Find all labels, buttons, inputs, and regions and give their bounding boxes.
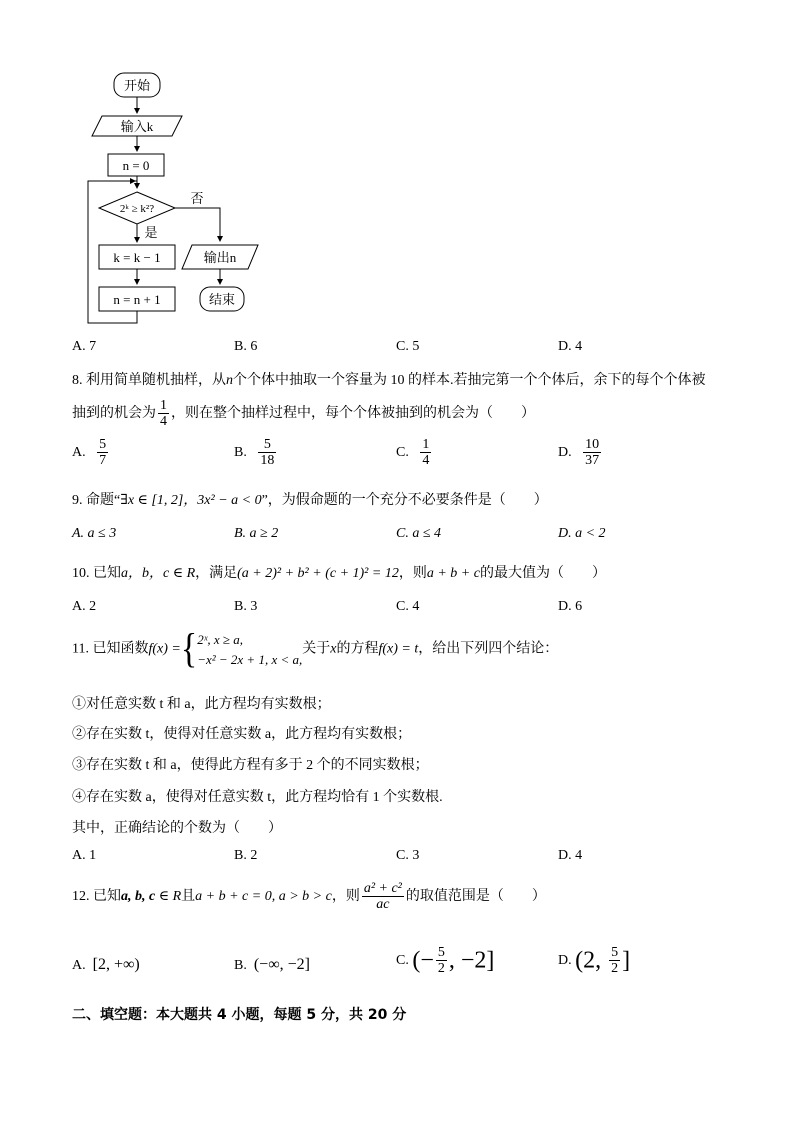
q8-var-n: n xyxy=(226,373,233,388)
q12-option-c: C. (− $\frac{5}{2}$ , −2] xyxy=(396,945,495,977)
q11-case1: 2ˣ, x ≥ a, xyxy=(197,632,244,647)
q8-option-a: A. $\frac{5}{7}$ xyxy=(72,437,107,469)
q8-line2 xyxy=(72,398,535,430)
q12-frac-num: a² + c² xyxy=(363,881,402,896)
q8-frac-den: 4 xyxy=(160,414,167,430)
q11-case2: −x² − 2x + 1, x < a, xyxy=(197,651,303,667)
q8-text-b: 个个体中抽取一个容量为 10 的样本.若抽完第一个个体后，余下的每个个体被 xyxy=(233,373,706,388)
q7-option-a: A. 7 xyxy=(72,339,97,354)
q12-cond: a + b + c = 0, a > b > c xyxy=(195,889,332,905)
q11-stem xyxy=(72,626,559,672)
q12-fraction xyxy=(362,881,404,913)
q8-option-b: B. $\frac{5}{18}$ xyxy=(234,437,275,469)
q12-vars: a, b, c xyxy=(121,889,156,905)
q11-option-b: B. 2 xyxy=(234,848,258,863)
q10-stem xyxy=(72,562,606,582)
q12-option-d: D. (2, $\frac{5}{2}$ ] xyxy=(558,945,631,977)
q10-text-b: ，满足 xyxy=(195,566,238,581)
flowchart-start-label: 开始 xyxy=(123,78,151,93)
q8-line2-text-b: ，则在整个抽样过程中，每个个体被抽到的机会为（ ） xyxy=(171,406,535,422)
q11-brace-icon: { xyxy=(180,626,198,672)
q9-text: 9. 命题“ xyxy=(72,493,121,508)
q8-text: 8. 利用简单随机抽样，从 xyxy=(72,373,226,388)
flowchart-yes-label: 是 xyxy=(144,225,158,240)
q12-option-b: B. (−∞, −2] xyxy=(234,956,310,973)
q12-in: ∈ xyxy=(155,889,173,905)
q9-math: ∃x ∈ [1, 2]，3x² − a < 0 xyxy=(120,493,262,508)
q7-option-b: B. 6 xyxy=(234,339,258,354)
q10-option-b: B. 3 xyxy=(234,599,258,614)
q10-text-d: 的最大值为（ ） xyxy=(479,566,606,581)
q9-option-c: C. a ≤ 4 xyxy=(396,526,442,541)
flowchart-output-label: 输出n xyxy=(203,250,237,265)
q11-item-3: ③存在实数 t 和 a，使得此方程有多于 2 个的不同实数根； xyxy=(72,758,429,773)
q12-option-a: A. [2, +∞) xyxy=(72,956,140,973)
flowchart-no-label: 否 xyxy=(190,191,204,206)
q9-stem xyxy=(72,489,548,509)
q7-option-d: D. 4 xyxy=(558,339,583,354)
q12-stem xyxy=(72,881,546,913)
q12-frac-den: ac xyxy=(376,897,390,913)
q12-text-d: 的取值范围是（ ） xyxy=(405,889,546,905)
q12-text: 12. 已知 xyxy=(72,889,121,905)
flowchart-step1-label: k = k − 1 xyxy=(113,250,161,265)
flowchart-end-label: 结束 xyxy=(208,292,236,307)
q11-fx: f(x) = xyxy=(148,641,181,657)
q11-text-b: 关于 xyxy=(302,641,331,657)
q12-text-b: 且 xyxy=(181,889,196,905)
q11-eq: f(x) = t xyxy=(378,641,419,657)
q12-text-c: ，则 xyxy=(331,889,360,905)
flowchart-step2-label: n = n + 1 xyxy=(113,292,161,307)
flowchart xyxy=(80,70,280,330)
q7-option-c: C. 5 xyxy=(396,339,420,354)
q10-option-a: A. 2 xyxy=(72,599,97,614)
q11-text-d: ，给出下列四个结论： xyxy=(418,641,559,657)
q9-option-d: D. a < 2 xyxy=(558,526,606,541)
q10-text-c: ，则 xyxy=(398,566,427,581)
q8-line2-text: 抽到的机会为 xyxy=(72,406,156,422)
q10-option-c: C. 4 xyxy=(396,599,420,614)
q10-expr: a + b + c xyxy=(426,566,480,581)
q8-option-c: C. $\frac{1}{4}$ xyxy=(396,437,430,469)
flowchart-init-label: n = 0 xyxy=(122,158,150,173)
flowchart-condition-label: 2ᵏ ≥ k²? xyxy=(119,203,155,215)
q9-option-b: B. a ≥ 2 xyxy=(234,526,279,541)
q9-option-a: A. a ≤ 3 xyxy=(72,526,117,541)
q9-text-b: ”，为假命题的一个充分不必要条件是（ ） xyxy=(261,493,548,508)
q11-cases xyxy=(197,630,302,669)
q11-option-c: C. 3 xyxy=(396,848,420,863)
q12-R: R xyxy=(172,889,182,905)
q10-vars: a，b，c ∈ R xyxy=(121,566,196,581)
q10-option-d: D. 6 xyxy=(558,599,583,614)
q8-fraction xyxy=(158,398,169,430)
q10-text: 10. 已知 xyxy=(72,566,121,581)
q11-option-a: A. 1 xyxy=(72,848,97,863)
q11-item-2: ②存在实数 t，使得对任意实数 a，此方程均有实数根； xyxy=(72,727,412,742)
q8-frac-num: 1 xyxy=(160,398,167,413)
q11-text-c: 的方程 xyxy=(336,641,379,657)
section-heading: 二、填空题：本大题共 4 小题，每题 5 分，共 20 分 xyxy=(72,1007,407,1023)
q11-text: 11. 已知函数 xyxy=(72,641,149,657)
q11-item-4: ④存在实数 a，使得对任意实数 t，此方程均恰有 1 个实数根. xyxy=(72,790,443,805)
q11-option-d: D. 4 xyxy=(558,848,583,863)
q11-item-1: ①对任意实数 t 和 a，此方程均有实数根； xyxy=(72,697,331,712)
q8-option-d: D. $\frac{10}{37}$ xyxy=(558,437,600,469)
q11-var-x: x xyxy=(330,641,337,657)
q8-line1 xyxy=(72,369,706,389)
q11-question: 其中，正确结论的个数为（ ） xyxy=(72,821,282,836)
q10-math: (a + 2)² + b² + (c + 1)² = 12 xyxy=(237,566,399,581)
flowchart-input-label: 输入k xyxy=(120,119,154,134)
